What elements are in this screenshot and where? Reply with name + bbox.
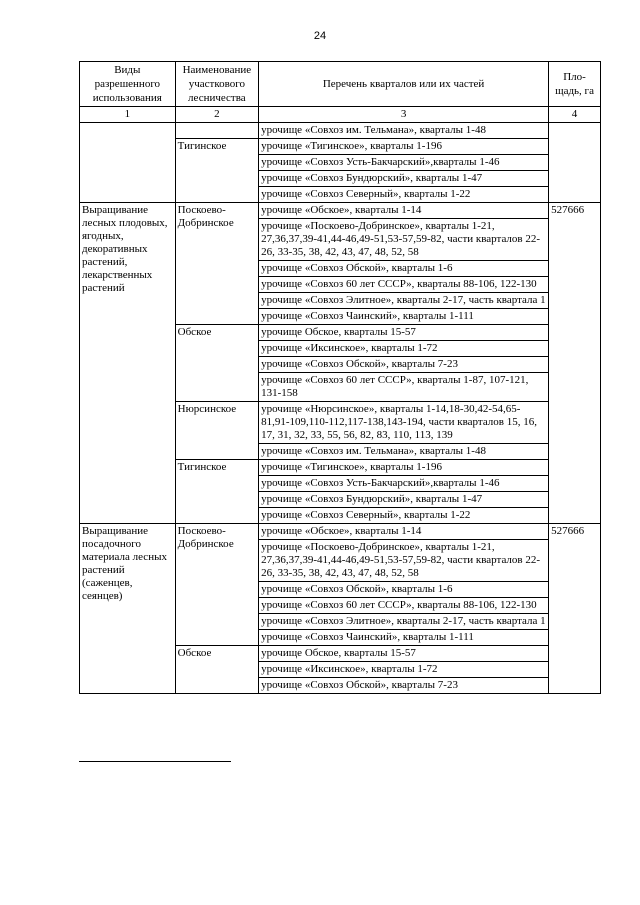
area-cell-fruit-plants: 527666	[549, 203, 601, 524]
quarter-cell: урочище Обское, кварталы 15-57	[259, 646, 549, 662]
quarter-cell: урочище «Обское», кварталы 1-14	[259, 524, 549, 540]
quarter-cell: урочище «Нюрсинское», кварталы 1-14,18-30,42-54,65-81,91-109,110-112,117-138,143-194, части кварталов 15, 16, 17, 31, 32, 33, 55, 56, 82, 83, 110, 113, 139	[259, 402, 549, 444]
forestry-cell-obskoe: Обское	[175, 646, 258, 694]
quarter-cell: урочище «Поскоево-Добринское», кварталы 1-21, 27,36,37,39-41,44-46,49-51,53-57,59-82, части кварталов 22-26, 33-35, 38, 42, 43, 47, 48, 52, 58	[259, 540, 549, 582]
header-area: Пло-щадь, га	[549, 62, 601, 107]
forestry-cell-obskoe: Обское	[175, 325, 258, 402]
quarter-cell: урочище «Совхоз Элитное», кварталы 2-17, часть квартала 1	[259, 293, 549, 309]
column-number: 3	[259, 107, 549, 123]
column-number-row	[80, 107, 601, 123]
quarter-cell: урочище «Совхоз им. Тельмана», кварталы 1-48	[259, 444, 549, 460]
quarter-cell: урочище «Совхоз 60 лет СССР», кварталы 88-106, 122-130	[259, 598, 549, 614]
quarter-cell: урочище «Иксинское», кварталы 1-72	[259, 341, 549, 357]
footnote-separator	[79, 761, 231, 762]
quarter-cell: урочище «Совхоз Усть-Бакчарский»,кварталы 1-46	[259, 476, 549, 492]
quarter-cell: урочище Обское, кварталы 15-57	[259, 325, 549, 341]
forestry-cell-tiginskoe: Тигинское	[175, 460, 258, 524]
use-type-cell-fruit-plants: Выращивание лесных плодовых, ягодных, декоративных растений, лекарственных растений	[80, 203, 176, 524]
use-type-cell-seedlings: Выращивание посадочного материала лесных растений (саженцев, сеянцев)	[80, 524, 176, 694]
page-number: 24	[313, 30, 327, 42]
header-use-type: Виды разрешенного использования	[80, 62, 176, 107]
use-type-cell	[80, 123, 176, 203]
forestry-cell-nyursinskoe: Нюрсинское	[175, 402, 258, 460]
header-forestry: Наименование участкового лесничества	[175, 62, 258, 107]
quarter-cell: урочище «Совхоз Бундюрский», кварталы 1-47	[259, 171, 549, 187]
quarter-cell: урочище «Совхоз Обской», кварталы 1-6	[259, 582, 549, 598]
forestry-cell-poskoevo: Поскоево-Добринское	[175, 524, 258, 646]
quarter-cell: урочище «Обское», кварталы 1-14	[259, 203, 549, 219]
header-quarters: Перечень кварталов или их частей	[259, 62, 549, 107]
quarter-cell: урочище «Совхоз Обской», кварталы 1-6	[259, 261, 549, 277]
quarter-cell: урочище «Тигинское», кварталы 1-196	[259, 139, 549, 155]
column-number: 2	[175, 107, 258, 123]
quarter-cell: урочище «Совхоз Чаинский», кварталы 1-111	[259, 309, 549, 325]
quarter-cell: урочище «Иксинское», кварталы 1-72	[259, 662, 549, 678]
area-cell-seedlings: 527666	[549, 524, 601, 694]
quarter-cell: урочище «Тигинское», кварталы 1-196	[259, 460, 549, 476]
forestry-cell-tiginskoe: Тигинское	[175, 139, 258, 203]
quarter-cell: урочище «Поскоево-Добринское», кварталы 1-21, 27,36,37,39-41,44-46,49-51,53-57,59-82, части кварталов 22-26, 33-35, 38, 42, 43, 47, 48, 52, 58	[259, 219, 549, 261]
column-number: 4	[549, 107, 601, 123]
quarter-cell: урочище «Совхоз Бундюрский», кварталы 1-47	[259, 492, 549, 508]
quarter-cell: урочище «Совхоз Усть-Бакчарский»,кварталы 1-46	[259, 155, 549, 171]
quarter-cell: урочище «Совхоз Обской», кварталы 7-23	[259, 357, 549, 373]
quarter-cell: урочище «Совхоз Чаинский», кварталы 1-111	[259, 630, 549, 646]
quarter-cell: урочище «Совхоз 60 лет СССР», кварталы 1-87, 107-121, 131-158	[259, 373, 549, 402]
forestry-cell	[175, 123, 258, 139]
header-row	[80, 62, 601, 107]
quarters-table	[79, 61, 601, 694]
table-row	[80, 123, 601, 139]
quarter-cell: урочище «Совхоз Северный», кварталы 1-22	[259, 187, 549, 203]
quarter-cell: урочище «Совхоз Элитное», кварталы 2-17, часть квартала 1	[259, 614, 549, 630]
column-number: 1	[80, 107, 176, 123]
forestry-cell-poskoevo: Поскоево-Добринское	[175, 203, 258, 325]
quarter-cell: урочище «Совхоз им. Тельмана», кварталы 1-48	[259, 123, 549, 139]
quarter-cell: урочище «Совхоз 60 лет СССР», кварталы 88-106, 122-130	[259, 277, 549, 293]
area-cell	[549, 123, 601, 203]
quarter-cell: урочище «Совхоз Обской», кварталы 7-23	[259, 678, 549, 694]
table-row	[80, 524, 601, 540]
quarter-cell: урочище «Совхоз Северный», кварталы 1-22	[259, 508, 549, 524]
table-row	[80, 203, 601, 219]
